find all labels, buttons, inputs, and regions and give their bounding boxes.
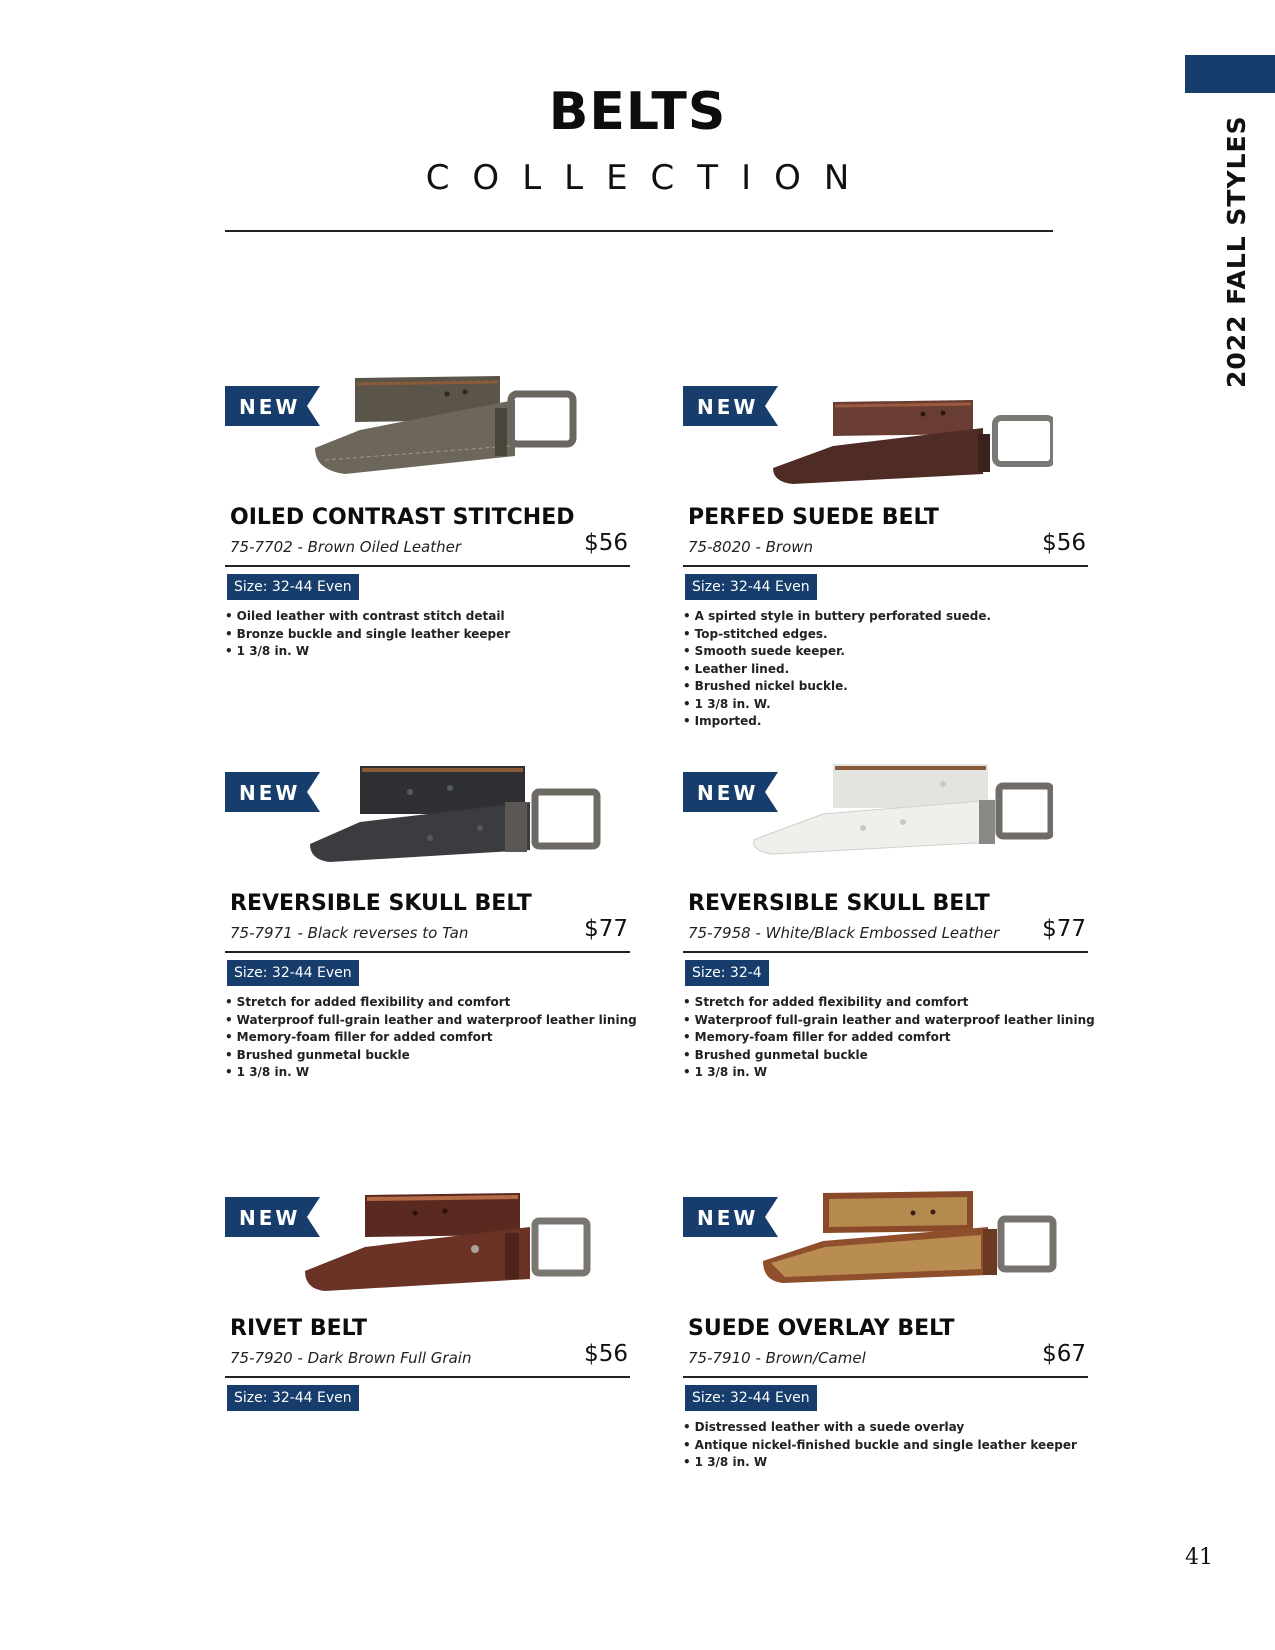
product-sku: 75-7702 - Brown Oiled Leather: [230, 538, 462, 556]
feature-item: • Brushed gunmetal buckle: [225, 1047, 637, 1065]
product-price: $77: [1042, 916, 1086, 942]
product-divider: [683, 565, 1088, 567]
product-name: SUEDE OVERLAY BELT: [688, 1316, 955, 1341]
new-badge-label: NEW: [239, 395, 301, 419]
feature-item: • Brushed gunmetal buckle: [683, 1047, 1095, 1065]
new-badge-label: NEW: [697, 781, 759, 805]
product-price: $67: [1042, 1341, 1086, 1367]
feature-item: • Antique nickel-finished buckle and single leather keeper: [683, 1437, 1077, 1455]
product-price: $77: [584, 916, 628, 942]
feature-list: [225, 608, 510, 661]
feature-item: • Brushed nickel buckle.: [683, 678, 991, 696]
product-divider: [683, 951, 1088, 953]
feature-item: • Distressed leather with a suede overlay: [683, 1419, 1077, 1437]
new-badge-label: NEW: [697, 395, 759, 419]
feature-list: [683, 608, 991, 731]
new-badge-label: NEW: [239, 781, 301, 805]
product-price: $56: [584, 530, 628, 556]
product-card-rivet-belt: [225, 1197, 630, 1557]
product-sku: 75-7910 - Brown/Camel: [688, 1349, 866, 1367]
belt-image-perfed-suede: [773, 388, 1053, 498]
size-badge: Size: 32-44 Even: [685, 1385, 817, 1411]
feature-item: • 1 3/8 in. W.: [683, 696, 991, 714]
section-side-label: 2022 FALL STYLES: [1222, 115, 1251, 388]
product-card-oiled-contrast-stitched: [225, 386, 630, 746]
product-divider: [225, 1376, 630, 1378]
product-card-reversible-skull-white: [683, 772, 1095, 1132]
product-sku: 75-7971 - Black reverses to Tan: [230, 924, 469, 942]
product-price: $56: [584, 1341, 628, 1367]
feature-item: • Leather lined.: [683, 661, 991, 679]
feature-item: • A spirted style in buttery perforated suede.: [683, 608, 991, 626]
product-name: RIVET BELT: [230, 1316, 368, 1341]
feature-list: [225, 994, 637, 1082]
product-price: $56: [1042, 530, 1086, 556]
size-badge: Size: 32-44 Even: [227, 960, 359, 986]
product-card-perfed-suede-belt: [683, 386, 1088, 746]
feature-item: • Bronze buckle and single leather keeper: [225, 626, 510, 644]
product-sku: 75-8020 - Brown: [688, 538, 814, 556]
new-badge: [683, 386, 778, 426]
feature-item: • 1 3/8 in. W: [683, 1454, 1077, 1472]
feature-list: [683, 994, 1095, 1082]
feature-item: • Top-stitched edges.: [683, 626, 991, 644]
size-badge: Size: 32-44 Even: [227, 1385, 359, 1411]
belt-image-suede-overlay: [763, 1183, 1063, 1293]
feature-item: • Stretch for added flexibility and comfort: [683, 994, 1095, 1012]
new-badge-label: NEW: [239, 1206, 301, 1230]
feature-item: • Smooth suede keeper.: [683, 643, 991, 661]
belt-image-skull-white: [753, 756, 1053, 866]
page-subtitle: COLLECTION: [425, 158, 873, 198]
product-divider: [225, 951, 630, 953]
feature-item: • Memory-foam filler for added comfort: [225, 1029, 637, 1047]
belt-image-rivet: [305, 1187, 605, 1297]
new-badge: [225, 772, 320, 812]
feature-item: • Oiled leather with contrast stitch detail: [225, 608, 510, 626]
feature-item: • Memory-foam filler for added comfort: [683, 1029, 1095, 1047]
product-name: REVERSIBLE SKULL BELT: [230, 891, 532, 916]
belt-image-oiled-contrast: [315, 370, 595, 480]
product-card-suede-overlay-belt: [683, 1197, 1088, 1557]
size-badge: Size: 32-44 Even: [227, 574, 359, 600]
page-title: BELTS: [548, 82, 727, 142]
feature-item: • 1 3/8 in. W: [225, 1064, 637, 1082]
title-divider: [225, 230, 1053, 232]
product-sku: 75-7958 - White/Black Embossed Leather: [688, 924, 1000, 942]
feature-list: [683, 1419, 1077, 1472]
feature-item: • Waterproof full-grain leather and waterproof leather lining: [225, 1012, 637, 1030]
product-name: PERFED SUEDE BELT: [688, 505, 939, 530]
product-sku: 75-7920 - Dark Brown Full Grain: [230, 1349, 472, 1367]
size-badge: Size: 32-44 Even: [685, 574, 817, 600]
feature-item: • Stretch for added flexibility and comfort: [225, 994, 637, 1012]
product-name: OILED CONTRAST STITCHED: [230, 505, 575, 530]
page-number: 41: [1185, 1545, 1213, 1570]
feature-item: • 1 3/8 in. W: [683, 1064, 1095, 1082]
product-divider: [225, 565, 630, 567]
new-badge: [225, 386, 320, 426]
feature-item: • Waterproof full-grain leather and waterproof leather lining: [683, 1012, 1095, 1030]
new-badge-label: NEW: [697, 1206, 759, 1230]
size-badge: Size: 32-4: [685, 960, 769, 986]
product-divider: [683, 1376, 1088, 1378]
product-name: REVERSIBLE SKULL BELT: [688, 891, 990, 916]
feature-item: • Imported.: [683, 713, 991, 731]
product-card-reversible-skull-black: [225, 772, 637, 1132]
belt-image-skull-black: [310, 758, 610, 868]
feature-item: • 1 3/8 in. W: [225, 643, 510, 661]
